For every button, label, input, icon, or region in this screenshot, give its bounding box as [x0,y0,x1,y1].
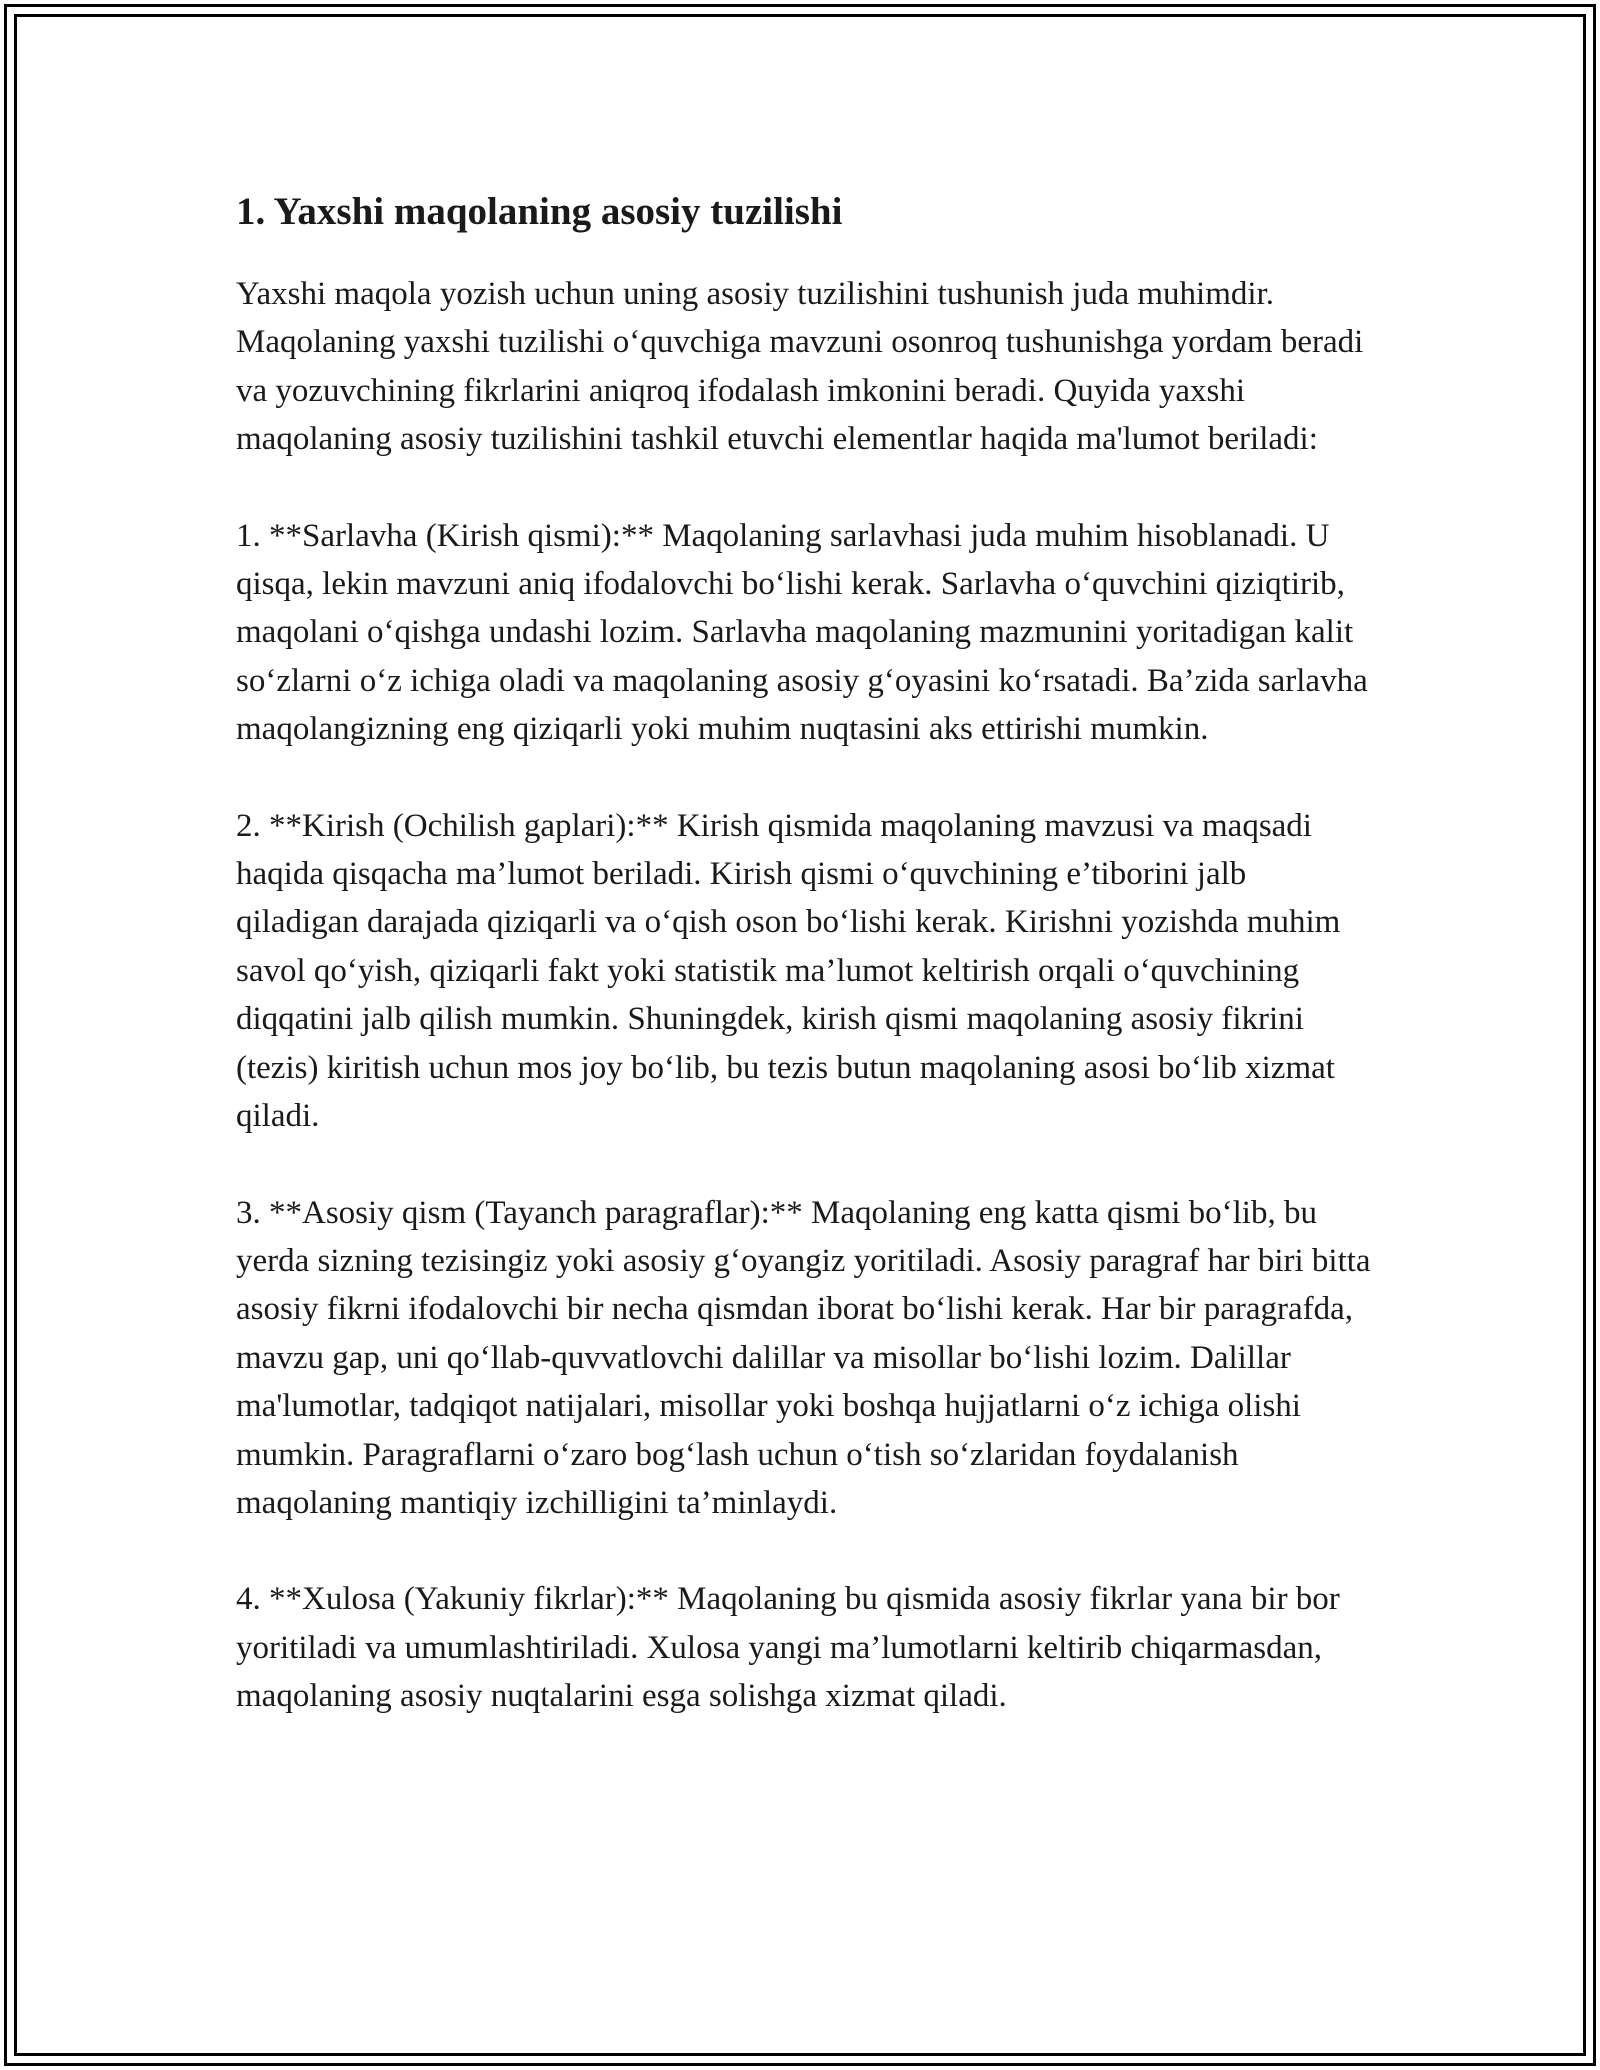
paragraph-xulosa: 4. **Xulosa (Yakuniy fikrlar):** Maqolaning bu qismida asosiy fikrlar yana bir bor yoritiladi va umumlashtiriladi. Xulosa yangi ma’lumotlarni keltirib chiqarmasdan, maqolaning asosiy nuqtalarini esga solishga xizmat qiladi. [236,1581,1340,1715]
document-body [236,184,1376,1769]
intro-paragraph: Yaxshi maqola yozish uchun uning asosiy tuzilishini tushunish juda muhimdir. Maqolaning yaxshi tuzilishi o‘quvchiga mavzuni osonroq tushunishga yordam beradi va yozuvchining fikrlarini aniqroq ifodalash imkonini beradi. Quyida yaxshi maqolaning asosiy tuzilishini tashkil etuvchi elementlar haqida ma'lumot beriladi: [236,276,1364,458]
paragraph-kirish: 2. **Kirish (Ochilish gaplari):** Kirish qismida maqolaning mavzusi va maqsadi haqida qisqacha ma’lumot beriladi. Kirish qismi o‘quvchining e’tiborini jalb qiladigan darajada qiziqarli va o‘qish oson bo‘lishi kerak. Kirishni yozishda muhim savol qo‘yish, qiziqarli fakt yoki statistik ma’lumot keltirish orqali o‘quvchining diqqatini jalb qilish mumkin. Shuningdek, kirish qismi maqolaning asosiy fikrini (tezis) kiritish uchun mos joy bo‘lib, bu tezis butun maqolaning asosi bo‘lib xizmat qiladi. [236,807,1341,1135]
paragraph-asosiy-qism: 3. **Asosiy qism (Tayanch paragraflar):** Maqolaning eng katta qismi bo‘lib, bu yerda sizning tezisingiz yoki asosiy g‘oyangiz yoritiladi. Asosiy paragraf har biri bitta asosiy fikrni ifodalovchi bir necha qismdan iborat bo‘lishi kerak. Har bir paragrafda, mavzu gap, uni qo‘llab-quvvatlovchi dalillar va misollar bo‘lishi lozim. Dalillar ma'lumotlar, tadqiqot natijalari, misollar yoki boshqa hujjatlarni o‘z ichiga olishi mumkin. Paragraflarni o‘zaro bog‘lash uchun o‘tish so‘zlaridan foydalanish maqolaning mantiqiy izchilligini ta’minlaydi. [236,1194,1371,1521]
paragraph-sarlavha: 1. **Sarlavha (Kirish qismi):** Maqolaning sarlavhasi juda muhim hisoblanadi. U qisqa, lekin mavzuni aniq ifodalovchi bo‘lishi kerak. Sarlavha o‘quvchini qiziqtirib, maqolani o‘qishga undashi lozim. Sarlavha maqolaning mazmunini yoritadigan kalit so‘zlarni o‘z ichiga oladi va maqolaning asosiy g‘oyasini ko‘rsatadi. Ba’zida sarlavha maqolangizning eng qiziqarli yoki muhim nuqtasini aks ettirishi mumkin. [236,517,1368,748]
document-heading: 1. Yaxshi maqolaning asosiy tuzilishi [236,190,843,233]
